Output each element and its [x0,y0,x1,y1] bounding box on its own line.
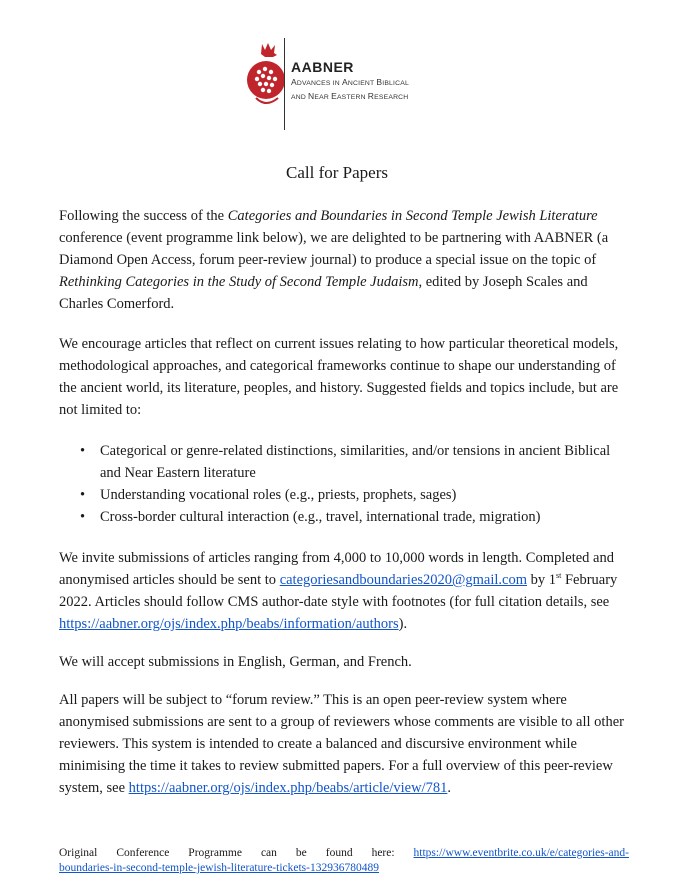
submission-email-link[interactable]: categoriesandboundaries2020@gmail.com [279,572,527,588]
journal-header [246,38,456,130]
journal-tagline-line2: AND NEAR EASTERN RESEARCH [291,91,409,101]
journal-tagline-line1: ADVANCES IN ANCIENT BIBLICAL [291,77,409,87]
forum-review-link[interactable]: https://aabner.org/ojs/index.php/beabs/article/view/781 [128,780,448,796]
conference-programme-link[interactable]: https://www.eventbrite.co.uk/e/categories-and- [413,847,629,859]
topics-list [59,440,629,528]
author-guidelines-link[interactable]: https://aabner.org/ojs/index.php/beabs/information/authors [59,616,399,632]
list-item: • Cross-border cultural interaction (e.g., travel, international trade, migration) [59,506,629,528]
list-item: • Categorical or genre-related distinctions, similarities, and/or tensions in ancient Biblical and Near Eastern literature [59,440,629,484]
conference-title: Categories and Boundaries in Second Temple Jewish Literature [227,208,598,224]
pomegranate-logo-icon [246,42,286,108]
bullet-icon: • [80,443,86,459]
footer-note: Original Conference Programme can be found here: https://www.eventbrite.co.uk/e/categories-and- boundaries-in-second-temple-jewish-literature-tickets-132936780489 [59,847,629,874]
intro-paragraph: Following the success of the Categories and Boundaries in Second Temple Jewish Literature conference (event programme link below), we are delighted to be partnering with AABNER (a Diamond Open Access, forum peer-review journal) to produce a special issue on the topic of Rethinking Categories in the Study of Second Temple Judaism, edited by Joseph Scales and Charles Comerford. [59,208,609,312]
special-issue-title: Rethinking Categories in the Study of Second Temple Judaism [59,274,419,290]
header-divider [284,38,285,130]
scope-paragraph: We encourage articles that reflect on current issues relating to how particular theoretical models, methodological approaches, and categorical frameworks continue to shape our understanding of the ancient world, its literature, peoples, and history. Suggested fields and topics include, but are not limited to: [59,336,619,418]
page-title: Call for Papers [286,163,388,182]
bullet-icon: • [80,487,86,503]
review-paragraph: All papers will be subject to “forum review.” This is an open peer-review system where anonymised submissions are sent to a group of reviewers whose comments are visible to all other reviewers. This system is intended to create a balanced and discursive environment while minimising the time it takes to review submitted papers. For a full overview of this peer-review system, see https://aabner.org/ojs/index.php/beabs/article/view/781. [59,692,624,796]
journal-brand [291,59,409,103]
languages-paragraph: We will accept submissions in English, German, and French. [59,654,412,670]
bullet-icon: • [80,509,86,525]
list-item: • Understanding vocational roles (e.g., priests, prophets, sages) [59,484,629,506]
conference-programme-link-cont[interactable]: boundaries-in-second-temple-jewish-literature-tickets-132936780489 [59,862,379,874]
submission-paragraph: We invite submissions of articles ranging from 4,000 to 10,000 words in length. Completed and anonymised articles should be sent to categoriesandboundaries2020@gmail.com by 1st February 2022. Articles should follow CMS author-date style with footnotes (for full citation details, see https://aabner.org/ojs/index.php/beabs/information/authors). [59,550,618,632]
journal-name: AABNER [291,59,354,75]
